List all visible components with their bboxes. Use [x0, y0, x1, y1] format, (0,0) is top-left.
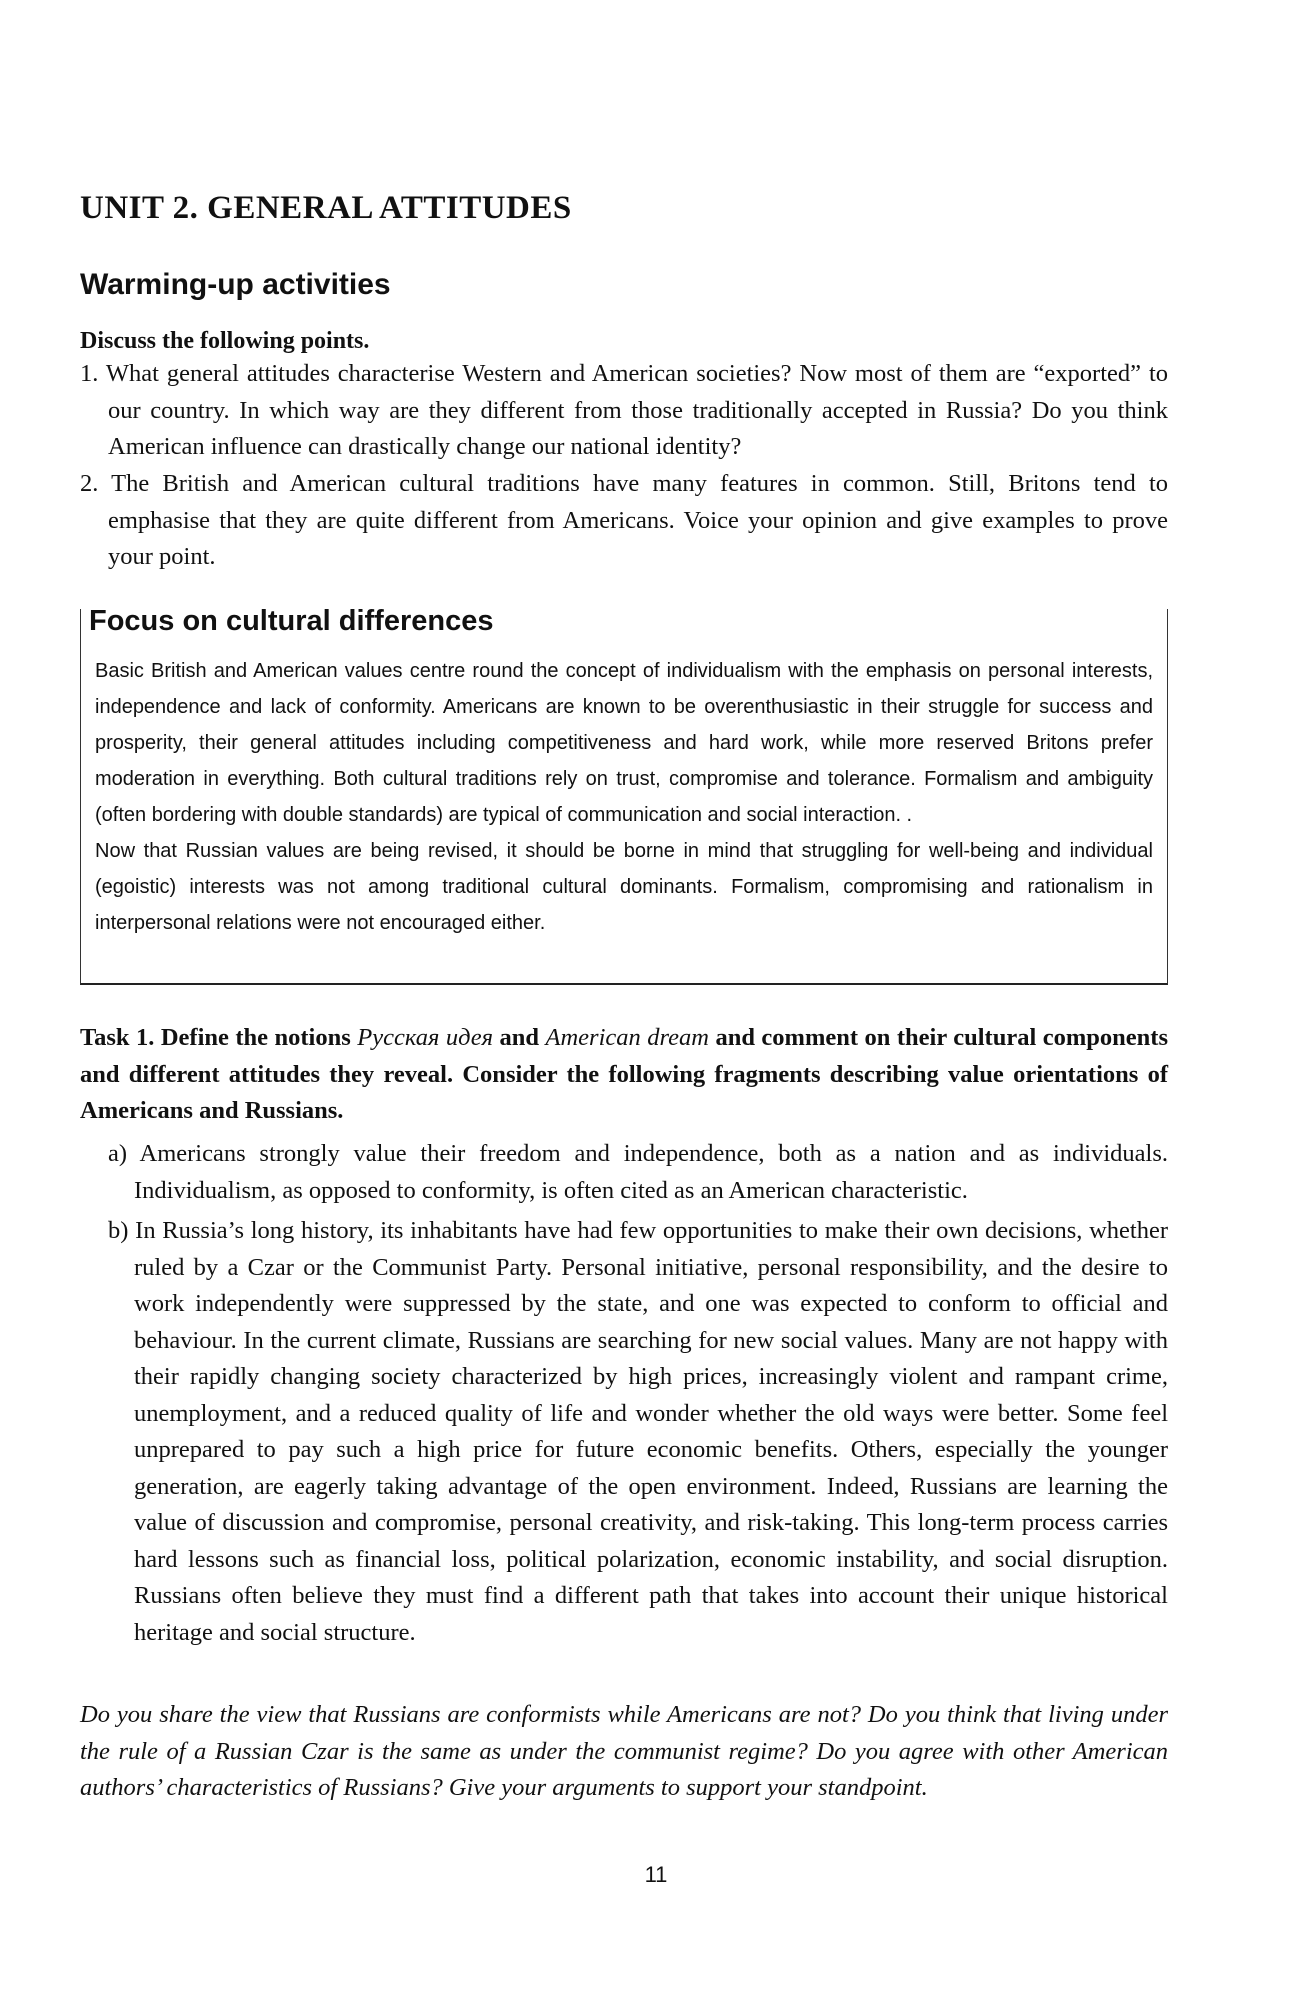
focus-paragraph: Now that Russian values are being revised, it should be borne in mind that struggling for well-being and individual (egoistic) interests was not among traditional cultural dominants. Formalism, compromising and rationalism in interpersonal relations were not encouraged either. [95, 840, 1153, 934]
fragment-b [108, 1213, 1168, 1651]
point-text: What general attitudes characterise Western and American societies? Now most of them are “exported” to our country. In which way are they different from those traditionally accepted in Russia? Do you think American influence can drastically change our national identity? [105, 360, 1168, 460]
focus-paragraph: Basic British and American values centre round the concept of individualism with the emphasis on personal interests, independence and lack of conformity. Americans are known to be overenthusiastic in their struggle for success and prosperity, their general attitudes including competitiveness and hard work, while more reserved Britons prefer moderation in everything. Both cultural traditions rely on trust, compromise and tolerance. Formalism and ambiguity (often bordering with double standards) are typical of communication and social interaction. . [95, 660, 1153, 826]
term-american-dream: American dream [545, 1024, 709, 1051]
fragment-label: a) [108, 1140, 128, 1167]
fragment-label: b) [108, 1217, 129, 1244]
unit-title: UNIT 2. GENERAL ATTITUDES [80, 190, 572, 226]
point-text: The British and American cultural traditions have many features in common. Still, Britons tend to emphasise that they are quite different from Americans. Voice your opinion and give examples to prove your point. [108, 470, 1168, 570]
page-number: 11 [644, 1862, 668, 1887]
warming-up-heading: Warming-up activities [80, 268, 391, 301]
task-text: Task 1. Define the notions [80, 1024, 358, 1051]
fragment-a [108, 1136, 1168, 1209]
point-number: 1. [80, 360, 99, 387]
focus-box-title: Focus on cultural differences [89, 605, 494, 637]
point-number: 2. [80, 470, 99, 497]
task-text: and [493, 1024, 546, 1051]
discussion-point-2 [80, 466, 1168, 576]
discussion-point-1 [80, 356, 1168, 466]
fragment-text: Americans strongly value their freedom and independence, both as a nation and as individuals. Individualism, as opposed to conformity, is often cited as an American characteristic. [134, 1140, 1168, 1204]
focus-box [80, 605, 1168, 985]
fragment-text: In Russia’s long history, its inhabitants have had few opportunities to make their own decisions, whether ruled by a Czar or the Communist Party. Personal initiative, personal responsibility, and the desire to work independently were suppressed by the state, and one was expected to conform to official and behaviour. In the current climate, Russians are searching for new social values. Many are not happy with their rapidly changing society characterized by high prices, increasingly violent and rampant crime, unemployment, and a reduced quality of life and wonder whether the old ways were better. Some feel unprepared to pay such a high price for future economic benefits. Others, especially the younger generation, are eagerly taking advantage of the open environment. Indeed, Russians are learning the value of discussion and compromise, personal creativity, and risk-taking. This long-term process carries hard lessons such as financial loss, political polarization, economic instability, and social disruption. Russians often believe they must find a different path that takes into account their unique historical heritage and social structure. [134, 1217, 1168, 1646]
task-1-heading [80, 1020, 1168, 1130]
discussion-questions: Do you share the view that Russians are conformists while Americans are not? Do you think that living under the rule of a Russian Czar is the same as under the communist regime? Do you agree with other American authors’ characteristics of Russians? Give your arguments to support your standpoint. [80, 1701, 1168, 1801]
term-russkaya-ideya: Русская идея [357, 1024, 494, 1051]
focus-box-body [95, 653, 1153, 941]
discuss-instruction: Discuss the following points. [80, 328, 370, 354]
task-text: and comment on their cultural components and different attitudes they reveal. Consider the following fragments describing value orientations of Americans and Russians. [80, 1024, 1168, 1124]
